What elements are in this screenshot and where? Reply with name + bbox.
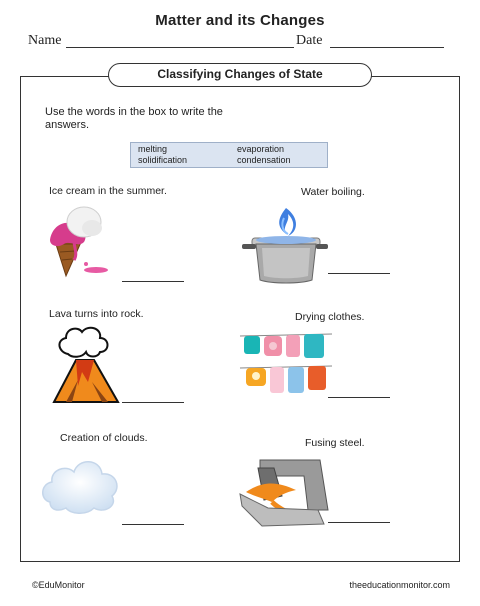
section-banner: Classifying Changes of State — [108, 63, 372, 87]
worksheet-title: Matter and its Changes — [155, 12, 325, 29]
item-label-fusing-steel: Fusing steel. — [305, 437, 365, 449]
item-label-lava: Lava turns into rock. — [49, 308, 144, 320]
word-solidification: solidification — [138, 155, 188, 165]
answer-line-water-boiling[interactable] — [328, 273, 390, 274]
answer-line-lava[interactable] — [122, 402, 184, 403]
ice-cream-icon — [44, 204, 114, 280]
date-line[interactable] — [330, 47, 444, 48]
item-label-ice-cream: Ice cream in the summer. — [49, 185, 167, 197]
footer-website[interactable]: theeducationmonitor.com — [349, 580, 450, 590]
answer-line-fusing-steel[interactable] — [328, 522, 390, 523]
word-melting: melting — [138, 144, 168, 154]
cloud-icon — [40, 452, 122, 514]
answer-line-drying-clothes[interactable] — [328, 397, 390, 398]
word-condensation: condensation — [237, 155, 291, 165]
instructions: Use the words in the box to write the answers. — [45, 106, 223, 131]
name-label: Name — [28, 33, 62, 48]
item-label-water-boiling: Water boiling. — [301, 186, 365, 198]
volcano-icon — [52, 326, 120, 406]
name-line[interactable] — [66, 47, 294, 48]
item-label-drying-clothes: Drying clothes. — [295, 311, 365, 323]
answer-line-clouds[interactable] — [122, 524, 184, 525]
word-box — [130, 142, 328, 168]
answer-line-ice-cream[interactable] — [122, 281, 184, 282]
molten-steel-icon — [238, 456, 330, 532]
boiling-pot-icon — [240, 204, 328, 286]
footer-copyright: ©EduMonitor — [32, 580, 85, 590]
item-label-clouds: Creation of clouds. — [60, 432, 148, 444]
name-date-row — [28, 33, 458, 51]
word-evaporation: evaporation — [237, 144, 285, 154]
date-label: Date — [296, 33, 323, 48]
clothesline-icon — [238, 328, 334, 406]
